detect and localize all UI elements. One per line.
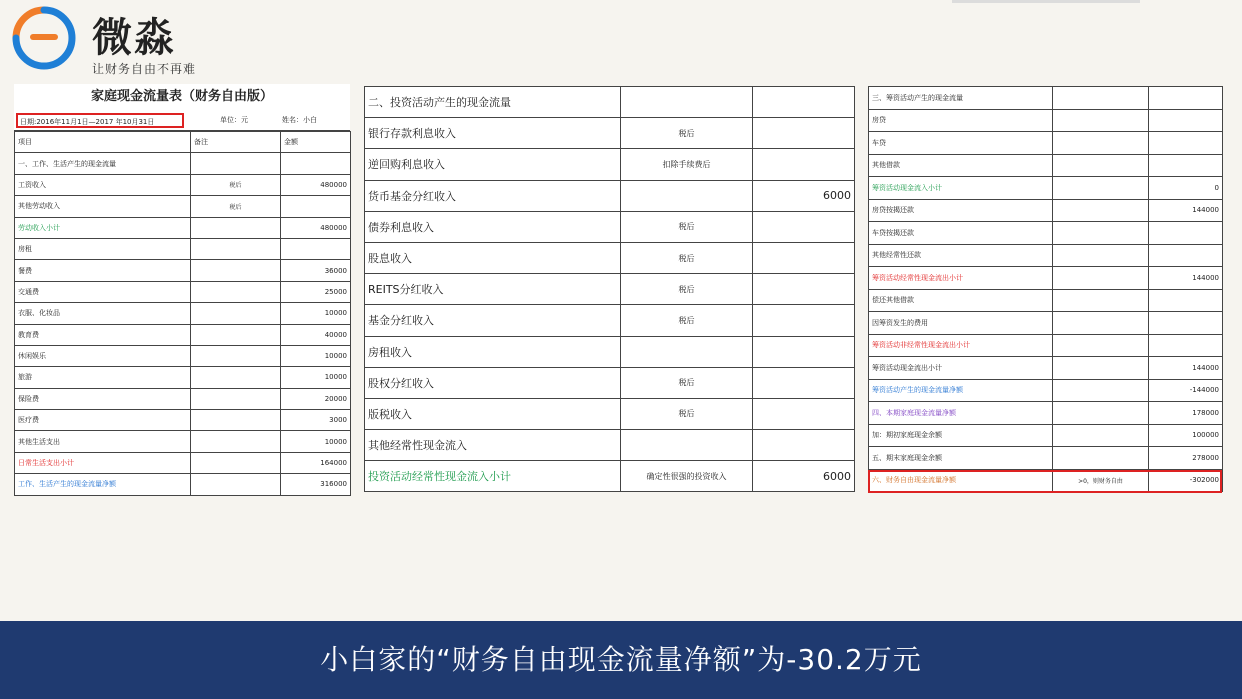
row-amount-cell: 25000 (281, 281, 351, 302)
row-amount-cell: 10000 (281, 303, 351, 324)
row-note-cell (621, 430, 753, 461)
row-note-cell (1053, 357, 1149, 380)
table-row (15, 367, 351, 388)
table-row (869, 199, 1223, 222)
table-row (365, 149, 855, 180)
row-amount-cell (753, 87, 855, 118)
table-row (869, 222, 1223, 245)
row-amount-cell: 144000 (1149, 357, 1223, 380)
row-item-cell: 工资收入 (15, 174, 191, 195)
table-row (15, 196, 351, 217)
table-row (869, 424, 1223, 447)
row-item-cell: 筹资活动现金流入小计 (869, 177, 1053, 200)
table-row (15, 174, 351, 195)
row-note-cell (1053, 177, 1149, 200)
row-amount-cell: 10000 (281, 345, 351, 366)
row-amount-cell (753, 398, 855, 429)
table-row (365, 305, 855, 336)
row-item-cell: 教育费 (15, 324, 191, 345)
row-note-cell (1053, 199, 1149, 222)
row-amount-cell (1149, 132, 1223, 155)
row-amount-cell (1149, 289, 1223, 312)
table-row (365, 242, 855, 273)
row-amount-cell: 316000 (281, 474, 351, 495)
table-row (365, 180, 855, 211)
row-note-cell (191, 260, 281, 281)
date-range: 日期:2016年11月1日—2017 年10月31日 (16, 113, 184, 128)
row-note-cell: 税后 (621, 242, 753, 273)
row-note-cell (191, 431, 281, 452)
table-row (15, 217, 351, 238)
table-row (869, 177, 1223, 200)
logo-ring-icon (10, 4, 78, 72)
row-amount-cell (1149, 244, 1223, 267)
row-amount-cell (753, 211, 855, 242)
row-item-cell: 房贷 (869, 109, 1053, 132)
row-item-cell: 五、期末家庭现金余额 (869, 447, 1053, 470)
investment-table (364, 86, 855, 492)
row-item-cell: 医疗费 (15, 410, 191, 431)
row-note-cell (1053, 312, 1149, 335)
row-item-cell: 六、财务自由现金流量净额 (869, 469, 1053, 492)
row-note-cell: 税后 (621, 211, 753, 242)
table-row (15, 303, 351, 324)
row-amount-cell: 10000 (281, 431, 351, 452)
table-row (869, 312, 1223, 335)
header-item: 项目 (15, 132, 191, 153)
row-amount-cell: 3000 (281, 410, 351, 431)
row-item-cell: 车贷 (869, 132, 1053, 155)
row-amount-cell (753, 149, 855, 180)
row-note-cell (1053, 402, 1149, 425)
table-row (869, 109, 1223, 132)
row-item-cell: 车贷按揭还款 (869, 222, 1053, 245)
table-row (869, 402, 1223, 425)
table-row (15, 474, 351, 495)
table-row (365, 398, 855, 429)
row-item-cell: 基金分红收入 (365, 305, 621, 336)
row-note-cell: 税后 (621, 398, 753, 429)
row-amount-cell: 144000 (1149, 199, 1223, 222)
row-amount-cell (1149, 87, 1223, 110)
row-amount-cell (753, 367, 855, 398)
row-note-cell (1053, 379, 1149, 402)
table-row (365, 274, 855, 305)
row-note-cell: >0，则财务自由 (1053, 469, 1149, 492)
row-note-cell (191, 388, 281, 409)
table-row (365, 336, 855, 367)
row-item-cell: 版税收入 (365, 398, 621, 429)
row-item-cell: 四、本期家庭现金流量净额 (869, 402, 1053, 425)
table-row (869, 244, 1223, 267)
row-item-cell: 股息收入 (365, 242, 621, 273)
table-row (365, 87, 855, 118)
row-item-cell: 三、筹资活动产生的现金流量 (869, 87, 1053, 110)
row-item-cell: 日常生活支出小计 (15, 452, 191, 473)
row-amount-cell: 480000 (281, 217, 351, 238)
header-note: 备注 (191, 132, 281, 153)
row-item-cell: 债券利息收入 (365, 211, 621, 242)
table-row (869, 289, 1223, 312)
row-item-cell: 筹资活动现金流出小计 (869, 357, 1053, 380)
table-row (15, 238, 351, 259)
row-amount-cell (753, 336, 855, 367)
row-amount-cell: 10000 (281, 367, 351, 388)
row-amount-cell: -302000 (1149, 469, 1223, 492)
row-note-cell (191, 367, 281, 388)
table-row (15, 431, 351, 452)
row-amount-cell: 40000 (281, 324, 351, 345)
row-note-cell: 税后 (621, 367, 753, 398)
row-item-cell: 投资活动经常性现金流入小计 (365, 461, 621, 492)
row-amount-cell (1149, 334, 1223, 357)
row-note-cell (191, 153, 281, 174)
header-amount: 金额 (281, 132, 351, 153)
table-row (869, 87, 1223, 110)
row-item-cell: 旅游 (15, 367, 191, 388)
row-amount-cell (281, 238, 351, 259)
table-row (15, 324, 351, 345)
row-item-cell: 筹资活动非经常性现金流出小计 (869, 334, 1053, 357)
row-amount-cell: 6000 (753, 461, 855, 492)
row-note-cell (191, 303, 281, 324)
row-item-cell: 银行存款利息收入 (365, 118, 621, 149)
row-item-cell: REITS分红收入 (365, 274, 621, 305)
row-note-cell: 税后 (621, 274, 753, 305)
row-amount-cell: 278000 (1149, 447, 1223, 470)
row-amount-cell: 6000 (753, 180, 855, 211)
row-note-cell: 确定性很强的投资收入 (621, 461, 753, 492)
table-row (869, 132, 1223, 155)
row-note-cell (191, 452, 281, 473)
sheet-meta (14, 110, 350, 131)
row-amount-cell (281, 153, 351, 174)
unit-label: 单位：元 (220, 116, 248, 124)
row-item-cell: 股权分红收入 (365, 367, 621, 398)
row-note-cell (1053, 132, 1149, 155)
table-row (15, 153, 351, 174)
row-note-cell (1053, 244, 1149, 267)
row-item-cell: 其他借款 (869, 154, 1053, 177)
row-item-cell: 房租 (15, 238, 191, 259)
row-note-cell (1053, 154, 1149, 177)
row-note-cell (621, 336, 753, 367)
table-header-row (15, 132, 351, 153)
row-item-cell: 因筹资发生的费用 (869, 312, 1053, 335)
row-amount-cell: 100000 (1149, 424, 1223, 447)
row-note-cell (1053, 222, 1149, 245)
table-row (869, 379, 1223, 402)
table-row (15, 388, 351, 409)
table-row (15, 410, 351, 431)
brand-name: 微淼 (92, 15, 176, 61)
row-item-cell: 其他经常性现金流入 (365, 430, 621, 461)
row-amount-cell (753, 118, 855, 149)
row-note-cell: 税后 (191, 174, 281, 195)
row-item-cell: 筹资活动产生的现金流量净额 (869, 379, 1053, 402)
row-amount-cell: 480000 (281, 174, 351, 195)
row-note-cell: 税后 (621, 305, 753, 336)
financing-table (868, 86, 1223, 492)
row-note-cell (191, 238, 281, 259)
table-row (15, 260, 351, 281)
row-amount-cell: 164000 (281, 452, 351, 473)
row-item-cell: 房租收入 (365, 336, 621, 367)
row-item-cell: 休闲娱乐 (15, 345, 191, 366)
table-row (869, 469, 1223, 492)
table-row (869, 154, 1223, 177)
work-life-table (14, 131, 351, 496)
row-item-cell: 筹资活动经常性现金流出小计 (869, 267, 1053, 290)
row-item-cell: 偿还其他借款 (869, 289, 1053, 312)
table-row (869, 334, 1223, 357)
row-item-cell: 衣服、化妆品 (15, 303, 191, 324)
table-row (365, 118, 855, 149)
row-amount-cell (753, 430, 855, 461)
row-item-cell: 加：期初家庭现金余额 (869, 424, 1053, 447)
row-note-cell (191, 217, 281, 238)
table-row (365, 430, 855, 461)
row-item-cell: 货币基金分红收入 (365, 180, 621, 211)
row-amount-cell (1149, 222, 1223, 245)
cashflow-sheet-work-life (14, 84, 350, 496)
row-note-cell (191, 410, 281, 431)
table-row (365, 461, 855, 492)
row-note-cell (1053, 87, 1149, 110)
row-item-cell: 保险费 (15, 388, 191, 409)
row-note-cell (1053, 334, 1149, 357)
row-note-cell (1053, 289, 1149, 312)
row-amount-cell: 36000 (281, 260, 351, 281)
table-row (15, 345, 351, 366)
row-amount-cell (753, 274, 855, 305)
row-item-cell: 二、投资活动产生的现金流量 (365, 87, 621, 118)
table-row (365, 367, 855, 398)
row-amount-cell: 20000 (281, 388, 351, 409)
sheet-title: 家庭现金流量表（财务自由版） (90, 89, 273, 104)
row-note-cell (191, 345, 281, 366)
row-item-cell: 其他劳动收入 (15, 196, 191, 217)
row-item-cell: 逆回购利息收入 (365, 149, 621, 180)
row-amount-cell (281, 196, 351, 217)
brand-logo (10, 4, 210, 80)
owner-name: 姓名：小白 (282, 116, 317, 124)
row-note-cell: 扣除手续费后 (621, 149, 753, 180)
cashflow-sheet-financing (868, 86, 1222, 492)
row-note-cell (191, 474, 281, 495)
table-row (15, 281, 351, 302)
row-item-cell: 工作、生活产生的现金流量净额 (15, 474, 191, 495)
row-amount-cell (753, 242, 855, 273)
row-note-cell (191, 281, 281, 302)
table-row (869, 447, 1223, 470)
row-note-cell (1053, 109, 1149, 132)
row-item-cell: 交通费 (15, 281, 191, 302)
row-amount-cell (1149, 109, 1223, 132)
cashflow-sheet-investment (364, 86, 854, 492)
row-note-cell: 税后 (621, 118, 753, 149)
row-amount-cell: -144000 (1149, 379, 1223, 402)
table-row (869, 357, 1223, 380)
row-amount-cell (753, 305, 855, 336)
table-row (869, 267, 1223, 290)
row-item-cell: 其他经常性还款 (869, 244, 1053, 267)
subtitle-caption: 小白家的“财务自由现金流量净额”为-30.2万元 (0, 621, 1242, 699)
row-note-cell (1053, 267, 1149, 290)
row-amount-cell (1149, 312, 1223, 335)
row-item-cell: 劳动收入小计 (15, 217, 191, 238)
row-item-cell: 餐费 (15, 260, 191, 281)
brand-slogan: 让财务自由不再难 (92, 62, 197, 76)
row-item-cell: 房贷按揭还款 (869, 199, 1053, 222)
row-amount-cell: 144000 (1149, 267, 1223, 290)
row-note-cell (621, 180, 753, 211)
row-amount-cell (1149, 154, 1223, 177)
row-note-cell (1053, 447, 1149, 470)
top-scroll-strip (952, 0, 1140, 3)
table-row (15, 452, 351, 473)
row-amount-cell: 178000 (1149, 402, 1223, 425)
row-item-cell: 一、工作、生活产生的现金流量 (15, 153, 191, 174)
row-note-cell (1053, 424, 1149, 447)
row-amount-cell: 0 (1149, 177, 1223, 200)
row-note-cell (621, 87, 753, 118)
row-note-cell: 税后 (191, 196, 281, 217)
table-row (365, 211, 855, 242)
row-note-cell (191, 324, 281, 345)
row-item-cell: 其他生活支出 (15, 431, 191, 452)
